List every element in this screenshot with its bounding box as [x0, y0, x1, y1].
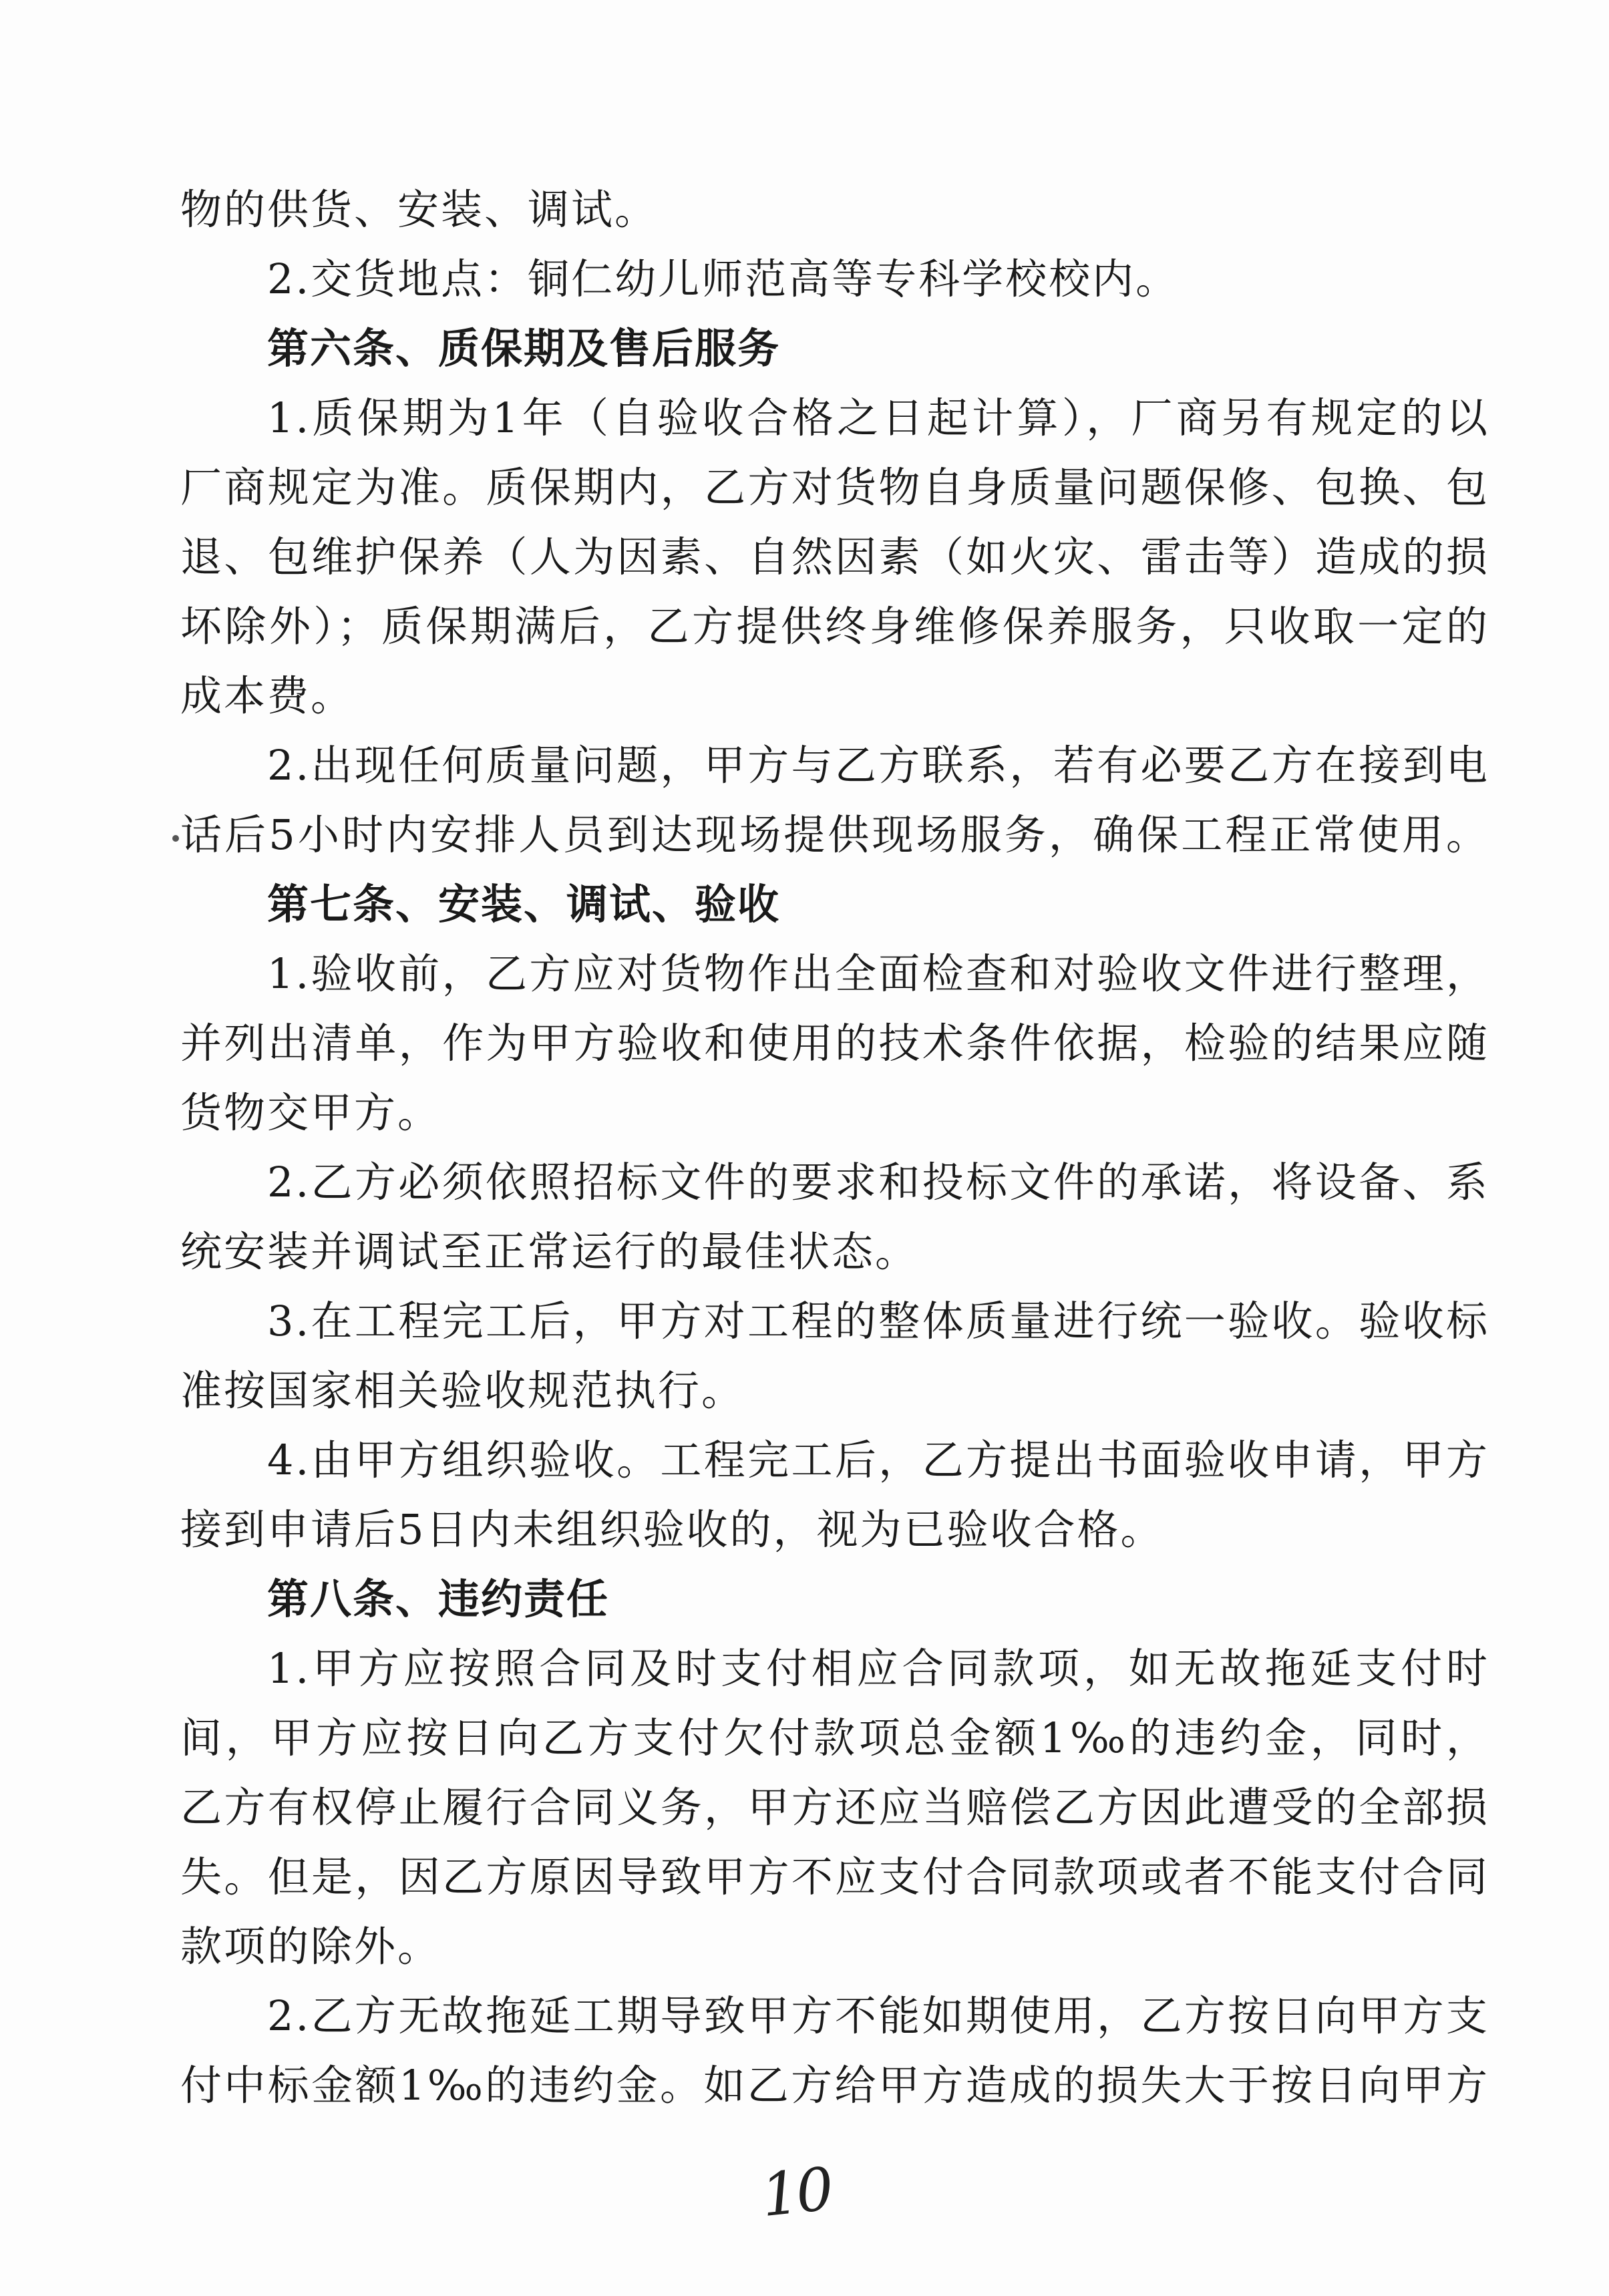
text-line: 付中标金额1‰的违约金。如乙方给甲方造成的损失大于按日向甲方 — [180, 2061, 1489, 2110]
text-line: 乙方有权停止履行合同义务，甲方还应当赔偿乙方因此遭受的全部损 — [180, 1783, 1489, 1832]
text-line: 并列出清单，作为甲方验收和使用的技术条件依据，检验的结果应随 — [180, 1019, 1489, 1068]
section-heading: 第六条、质保期及售后服务 — [267, 324, 781, 373]
section-heading: 第七条、安装、调试、验收 — [267, 880, 781, 929]
text-line: 1.质保期为1年（自验收合格之日起计算），厂商另有规定的以 — [267, 393, 1489, 442]
text-line: 4.由甲方组织验收。工程完工后，乙方提出书面验收申请，甲方 — [267, 1436, 1489, 1484]
text-line: 3.在工程完工后，甲方对工程的整体质量进行统一验收。验收标 — [267, 1297, 1489, 1345]
text-line: 厂商规定为准。质保期内，乙方对货物自身质量问题保修、包换、包 — [180, 463, 1489, 512]
page-number: 10 — [757, 2154, 835, 2231]
section-heading: 第八条、违约责任 — [267, 1575, 610, 1623]
text-line: 退、包维护保养（人为因素、自然因素（如火灾、雷击等）造成的损 — [180, 532, 1489, 581]
text-line: 2.交货地点：铜仁幼儿师范高等专科学校校内。 — [267, 255, 1180, 303]
text-line: 成本费。 — [180, 671, 355, 720]
text-line: 2.乙方必须依照招标文件的要求和投标文件的承诺，将设备、系 — [267, 1158, 1489, 1206]
text-line: 接到申请后5日内未组织验收的，视为已验收合格。 — [180, 1505, 1164, 1554]
text-line: 坏除外）；质保期满后，乙方提供终身维修保养服务，只收取一定的 — [180, 602, 1489, 651]
text-line: 失。但是，因乙方原因导致甲方不应支付合同款项或者不能支付合同 — [180, 1852, 1489, 1901]
text-line: 准按国家相关验收规范执行。 — [180, 1366, 745, 1415]
text-line: 1.验收前，乙方应对货物作出全面检查和对验收文件进行整理， — [267, 949, 1489, 998]
text-line: 统安装并调试至正常运行的最佳状态。 — [180, 1227, 919, 1276]
text-line: 款项的除外。 — [180, 1922, 441, 1971]
text-line: 物的供货、安装、调试。 — [180, 185, 659, 234]
scan-speck — [172, 835, 179, 842]
text-line: 话后5小时内安排人员到达现场提供现场服务，确保工程正常使用。 — [180, 810, 1489, 859]
text-line: 间，甲方应按日向乙方支付欠付款项总金额1‰的违约金，同时， — [180, 1713, 1489, 1762]
text-line: 1.甲方应按照合同及时支付相应合同款项，如无故拖延支付时 — [267, 1644, 1489, 1693]
text-line: 2.出现任何质量问题，甲方与乙方联系，若有必要乙方在接到电 — [267, 741, 1489, 790]
text-line: 货物交甲方。 — [180, 1088, 441, 1137]
document-body — [180, 175, 1489, 2120]
text-line: 2.乙方无故拖延工期导致甲方不能如期使用，乙方按日向甲方支 — [267, 1991, 1489, 2040]
